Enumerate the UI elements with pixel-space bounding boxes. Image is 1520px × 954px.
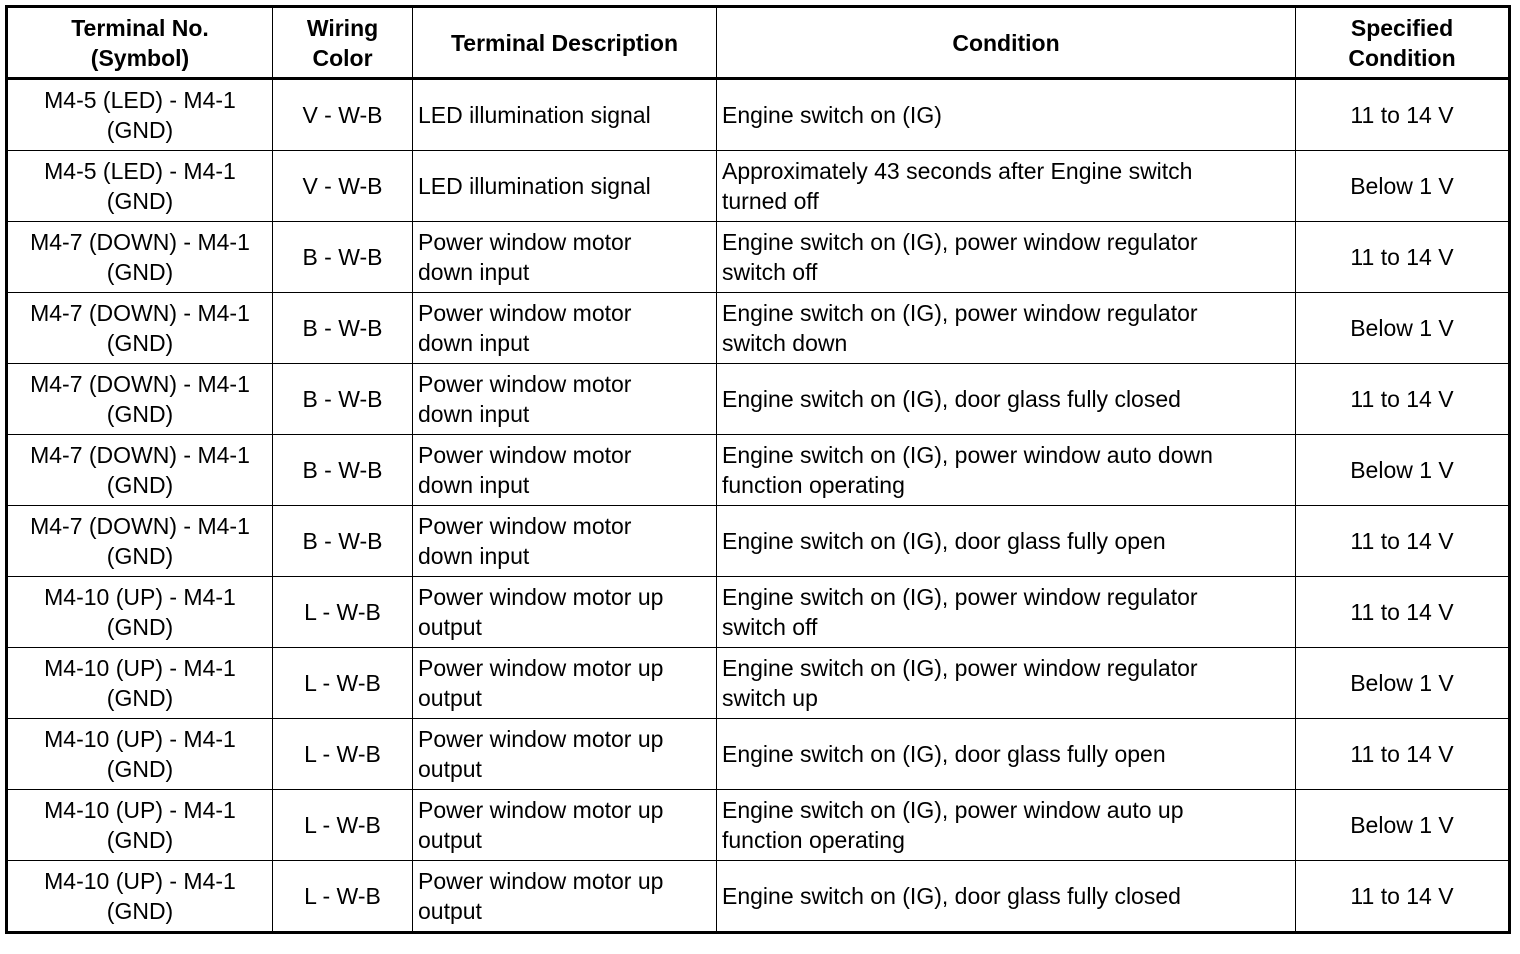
cell-terminal-line: M4-5 (LED) - M4-1 bbox=[44, 87, 236, 113]
cell-terminal bbox=[7, 861, 273, 933]
cell-terminal-description-line: Power window motor bbox=[418, 513, 632, 539]
cell-terminal-description-line: output bbox=[418, 898, 482, 924]
cell-condition-line: switch off bbox=[722, 614, 818, 640]
cell-wiring-color bbox=[273, 151, 413, 222]
cell-condition bbox=[717, 293, 1296, 364]
cell-terminal-description-line: Power window motor up bbox=[418, 797, 664, 823]
cell-specified-condition-text: 11 to 14 V bbox=[1350, 741, 1454, 767]
cell-specified-condition bbox=[1296, 435, 1510, 506]
table-row bbox=[7, 719, 1510, 790]
cell-terminal bbox=[7, 577, 273, 648]
cell-specified-condition bbox=[1296, 577, 1510, 648]
cell-terminal-description-line: down input bbox=[418, 543, 530, 569]
cell-terminal-description bbox=[413, 222, 717, 293]
cell-wiring-color bbox=[273, 79, 413, 151]
cell-terminal-line: (GND) bbox=[106, 827, 174, 853]
header-terminal-description: Terminal Description bbox=[413, 7, 717, 79]
cell-condition-line: Engine switch on (IG) bbox=[722, 102, 942, 128]
cell-terminal-line: (GND) bbox=[106, 401, 174, 427]
cell-condition bbox=[717, 506, 1296, 577]
cell-terminal-description-line: output bbox=[418, 614, 482, 640]
cell-condition-line: switch up bbox=[722, 685, 818, 711]
cell-terminal-description-line: Power window motor bbox=[418, 300, 632, 326]
cell-condition-line: turned off bbox=[722, 188, 819, 214]
cell-wiring-color-text: B - W-B bbox=[302, 457, 383, 483]
cell-condition-line: Engine switch on (IG), door glass fully open bbox=[722, 741, 1166, 767]
cell-terminal-description-line: Power window motor bbox=[418, 442, 632, 468]
cell-terminal-line: (GND) bbox=[106, 543, 174, 569]
cell-specified-condition bbox=[1296, 861, 1510, 933]
cell-condition bbox=[717, 861, 1296, 933]
cell-terminal-description-line: down input bbox=[418, 259, 530, 285]
cell-terminal-description-line: output bbox=[418, 756, 482, 782]
cell-terminal-line: (GND) bbox=[106, 614, 174, 640]
cell-wiring-color-text: B - W-B bbox=[302, 315, 383, 341]
cell-terminal bbox=[7, 719, 273, 790]
cell-specified-condition bbox=[1296, 222, 1510, 293]
cell-terminal-description bbox=[413, 648, 717, 719]
cell-wiring-color bbox=[273, 364, 413, 435]
cell-specified-condition-text: 11 to 14 V bbox=[1350, 883, 1454, 909]
cell-terminal-description bbox=[413, 506, 717, 577]
cell-condition-line: switch off bbox=[722, 259, 818, 285]
cell-wiring-color-text: B - W-B bbox=[302, 386, 383, 412]
cell-wiring-color bbox=[273, 648, 413, 719]
cell-terminal-line: M4-7 (DOWN) - M4-1 bbox=[30, 371, 250, 397]
cell-terminal-line: (GND) bbox=[106, 756, 174, 782]
cell-condition-line: switch down bbox=[722, 330, 848, 356]
cell-wiring-color-text: L - W-B bbox=[304, 812, 381, 838]
cell-specified-condition-text: 11 to 14 V bbox=[1350, 244, 1454, 270]
header-condition: Condition bbox=[717, 7, 1296, 79]
cell-terminal-line: (GND) bbox=[106, 685, 174, 711]
cell-terminal bbox=[7, 79, 273, 151]
terminal-spec-table bbox=[5, 5, 1511, 934]
table-row bbox=[7, 435, 1510, 506]
cell-terminal-description-line: LED illumination signal bbox=[418, 173, 651, 199]
table-row bbox=[7, 577, 1510, 648]
cell-terminal-description-line: Power window motor bbox=[418, 371, 632, 397]
cell-terminal bbox=[7, 293, 273, 364]
table-row bbox=[7, 648, 1510, 719]
cell-condition-line: Engine switch on (IG), power window regulator bbox=[722, 300, 1198, 326]
cell-terminal-line: M4-10 (UP) - M4-1 bbox=[44, 726, 236, 752]
cell-terminal-description-line: Power window motor up bbox=[418, 655, 664, 681]
cell-terminal-description-line: Power window motor up bbox=[418, 726, 664, 752]
cell-condition-line: Engine switch on (IG), power window regulator bbox=[722, 584, 1198, 610]
cell-terminal-description bbox=[413, 790, 717, 861]
cell-terminal-line: M4-7 (DOWN) - M4-1 bbox=[30, 229, 250, 255]
cell-terminal-line: M4-7 (DOWN) - M4-1 bbox=[30, 300, 250, 326]
cell-specified-condition bbox=[1296, 293, 1510, 364]
cell-terminal-line: M4-10 (UP) - M4-1 bbox=[44, 797, 236, 823]
cell-wiring-color-text: L - W-B bbox=[304, 599, 381, 625]
cell-specified-condition-text: Below 1 V bbox=[1350, 315, 1454, 341]
header-wiring-color: Wiring Color bbox=[273, 7, 413, 79]
cell-terminal bbox=[7, 506, 273, 577]
cell-terminal-description bbox=[413, 364, 717, 435]
cell-terminal-line: (GND) bbox=[106, 330, 174, 356]
cell-wiring-color bbox=[273, 719, 413, 790]
cell-terminal-line: M4-10 (UP) - M4-1 bbox=[44, 584, 236, 610]
cell-terminal-line: (GND) bbox=[106, 188, 174, 214]
cell-wiring-color-text: L - W-B bbox=[304, 883, 381, 909]
table-row bbox=[7, 222, 1510, 293]
cell-terminal-line: (GND) bbox=[106, 898, 174, 924]
cell-condition bbox=[717, 577, 1296, 648]
cell-condition-line: Engine switch on (IG), power window auto down bbox=[722, 442, 1213, 468]
cell-condition-line: Engine switch on (IG), power window regulator bbox=[722, 229, 1198, 255]
cell-condition-line: Engine switch on (IG), door glass fully closed bbox=[722, 386, 1181, 412]
cell-terminal-description bbox=[413, 293, 717, 364]
cell-terminal bbox=[7, 151, 273, 222]
cell-specified-condition-text: Below 1 V bbox=[1350, 812, 1454, 838]
cell-terminal-description bbox=[413, 435, 717, 506]
table-body bbox=[7, 79, 1510, 933]
cell-terminal-description bbox=[413, 151, 717, 222]
cell-wiring-color bbox=[273, 861, 413, 933]
header-terminal-no: Terminal No. (Symbol) bbox=[7, 7, 273, 79]
cell-terminal-line: (GND) bbox=[106, 259, 174, 285]
cell-specified-condition-text: 11 to 14 V bbox=[1350, 102, 1454, 128]
cell-terminal-description-line: down input bbox=[418, 472, 530, 498]
table-row bbox=[7, 79, 1510, 151]
cell-condition-line: Engine switch on (IG), door glass fully closed bbox=[722, 883, 1181, 909]
cell-specified-condition-text: Below 1 V bbox=[1350, 457, 1454, 483]
cell-wiring-color-text: V - W-B bbox=[302, 102, 383, 128]
cell-terminal-description bbox=[413, 861, 717, 933]
cell-terminal-description-line: Power window motor up bbox=[418, 868, 664, 894]
cell-wiring-color bbox=[273, 293, 413, 364]
cell-condition bbox=[717, 151, 1296, 222]
cell-terminal-line: M4-10 (UP) - M4-1 bbox=[44, 868, 236, 894]
cell-wiring-color-text: V - W-B bbox=[302, 173, 383, 199]
cell-specified-condition bbox=[1296, 506, 1510, 577]
cell-terminal-line: (GND) bbox=[106, 117, 174, 143]
table-header-row bbox=[7, 7, 1510, 79]
cell-specified-condition-text: 11 to 14 V bbox=[1350, 599, 1454, 625]
cell-specified-condition bbox=[1296, 79, 1510, 151]
cell-wiring-color-text: L - W-B bbox=[304, 741, 381, 767]
cell-condition-line: Approximately 43 seconds after Engine switch bbox=[722, 158, 1193, 184]
cell-wiring-color-text: B - W-B bbox=[302, 244, 383, 270]
cell-condition-line: Engine switch on (IG), power window regulator bbox=[722, 655, 1198, 681]
cell-terminal-description-line: Power window motor up bbox=[418, 584, 664, 610]
cell-wiring-color bbox=[273, 577, 413, 648]
cell-wiring-color-text: L - W-B bbox=[304, 670, 381, 696]
cell-condition-line: function operating bbox=[722, 472, 905, 498]
cell-wiring-color bbox=[273, 435, 413, 506]
table-row bbox=[7, 364, 1510, 435]
cell-wiring-color bbox=[273, 222, 413, 293]
cell-specified-condition-text: Below 1 V bbox=[1350, 670, 1454, 696]
cell-condition bbox=[717, 435, 1296, 506]
cell-condition-line: function operating bbox=[722, 827, 905, 853]
terminal-spec-table-wrapper bbox=[5, 5, 1511, 934]
cell-terminal-line: (GND) bbox=[106, 472, 174, 498]
table-row bbox=[7, 506, 1510, 577]
cell-terminal bbox=[7, 222, 273, 293]
cell-condition-line: Engine switch on (IG), door glass fully open bbox=[722, 528, 1166, 554]
cell-terminal bbox=[7, 790, 273, 861]
cell-specified-condition-text: Below 1 V bbox=[1350, 173, 1454, 199]
table-row bbox=[7, 151, 1510, 222]
cell-specified-condition bbox=[1296, 790, 1510, 861]
cell-terminal bbox=[7, 648, 273, 719]
cell-terminal-description-line: LED illumination signal bbox=[418, 102, 651, 128]
cell-terminal-description-line: output bbox=[418, 827, 482, 853]
cell-terminal-line: M4-7 (DOWN) - M4-1 bbox=[30, 442, 250, 468]
cell-specified-condition-text: 11 to 14 V bbox=[1350, 528, 1454, 554]
cell-condition bbox=[717, 790, 1296, 861]
cell-specified-condition-text: 11 to 14 V bbox=[1350, 386, 1454, 412]
table-row bbox=[7, 790, 1510, 861]
cell-condition bbox=[717, 719, 1296, 790]
cell-terminal-description-line: down input bbox=[418, 401, 530, 427]
cell-condition bbox=[717, 648, 1296, 719]
cell-terminal-line: M4-10 (UP) - M4-1 bbox=[44, 655, 236, 681]
cell-specified-condition bbox=[1296, 648, 1510, 719]
table-row bbox=[7, 861, 1510, 933]
cell-terminal-description-line: down input bbox=[418, 330, 530, 356]
cell-terminal-line: M4-7 (DOWN) - M4-1 bbox=[30, 513, 250, 539]
cell-condition bbox=[717, 222, 1296, 293]
cell-wiring-color-text: B - W-B bbox=[302, 528, 383, 554]
cell-terminal-description bbox=[413, 577, 717, 648]
cell-terminal bbox=[7, 364, 273, 435]
cell-terminal-description-line: output bbox=[418, 685, 482, 711]
table-row bbox=[7, 293, 1510, 364]
cell-wiring-color bbox=[273, 790, 413, 861]
cell-condition bbox=[717, 79, 1296, 151]
cell-terminal-line: M4-5 (LED) - M4-1 bbox=[44, 158, 236, 184]
cell-terminal-description bbox=[413, 719, 717, 790]
cell-terminal bbox=[7, 435, 273, 506]
cell-terminal-description bbox=[413, 79, 717, 151]
cell-terminal-description-line: Power window motor bbox=[418, 229, 632, 255]
header-specified-condition: Specified Condition bbox=[1296, 7, 1510, 79]
cell-wiring-color bbox=[273, 506, 413, 577]
cell-specified-condition bbox=[1296, 364, 1510, 435]
cell-condition bbox=[717, 364, 1296, 435]
cell-condition-line: Engine switch on (IG), power window auto up bbox=[722, 797, 1184, 823]
cell-specified-condition bbox=[1296, 151, 1510, 222]
cell-specified-condition bbox=[1296, 719, 1510, 790]
